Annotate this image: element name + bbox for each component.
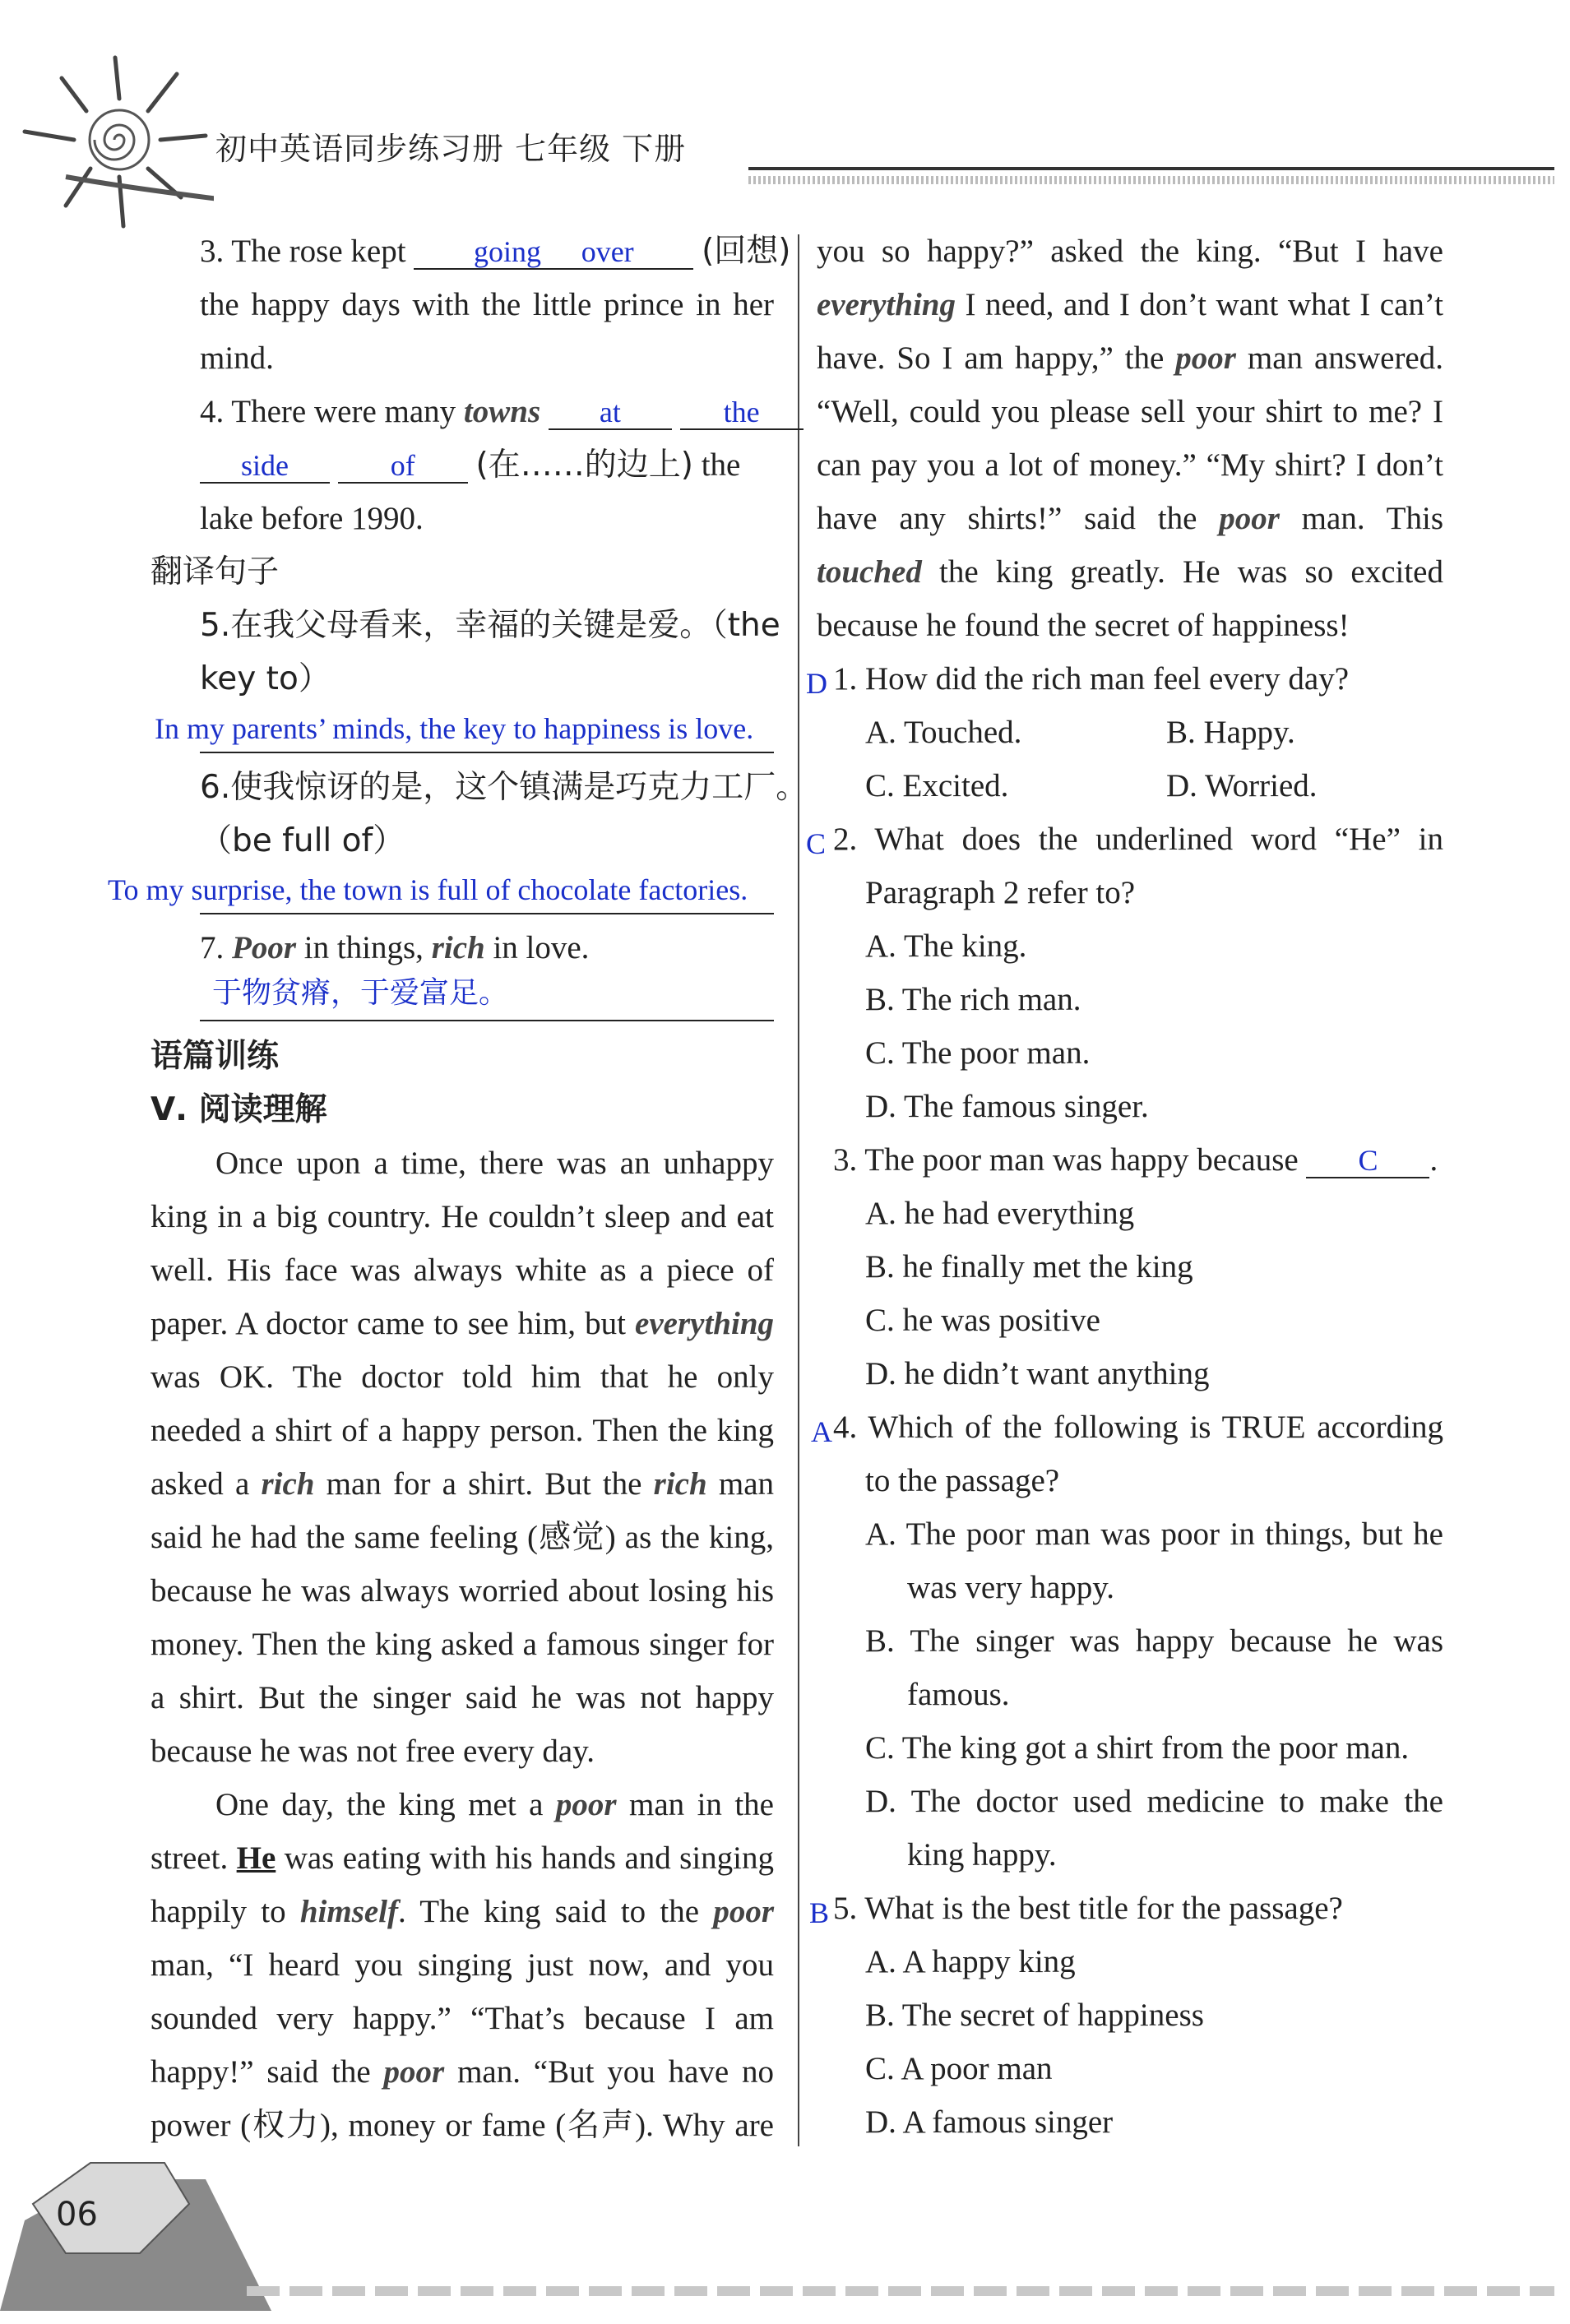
q6-answer-line	[200, 913, 774, 914]
passage-line: man, “I heard you singing just now, and you	[151, 1947, 774, 1983]
column-divider	[798, 234, 799, 2146]
option[interactable]: C. he was positive	[865, 1303, 1100, 1338]
footer-shape	[0, 2155, 296, 2324]
option-cont: was very happy.	[907, 1570, 1114, 1605]
passage-line: street. He was eating with his hands and singing	[151, 1840, 775, 1876]
passage-line: because he found the secret of happiness!	[817, 608, 1350, 643]
question-1: 1. How did the rich man feel every day?	[833, 661, 1350, 697]
answer-mark-q2: C	[806, 827, 827, 860]
header-rule-dotted	[748, 176, 1554, 184]
passage-line: was OK. The doctor told him that he only	[151, 1359, 774, 1395]
q5-prompt-2: key to）	[200, 660, 331, 697]
q3-continuation: the happy days with the little prince in her	[200, 287, 774, 322]
answer-mark-q5: B	[809, 1896, 830, 1929]
subsection-heading: Ⅴ. 阅读理解	[151, 1091, 327, 1128]
header-rule	[748, 167, 1554, 170]
q3-choice-blank[interactable]: C	[1306, 1144, 1429, 1178]
passage-line: everything I need, and I don’t want what I can’t	[817, 287, 1443, 322]
option[interactable]: B. he finally met the king	[865, 1249, 1193, 1285]
q7-prompt: 7. Poor in things, rich in love.	[200, 930, 590, 965]
answer-mark-q4: A	[811, 1415, 832, 1448]
passage-line: Once upon a time, there was an unhappy	[215, 1146, 774, 1181]
option[interactable]: D. The famous singer.	[865, 1089, 1149, 1124]
translate-heading: 翻译句子	[151, 553, 280, 590]
q4-blank-1[interactable]: at	[549, 396, 672, 430]
option-cont: famous.	[907, 1677, 1010, 1712]
q5-prompt: 5.在我父母看来，幸福的关键是爱。（the	[200, 607, 780, 644]
q6-prompt-2: （be full of）	[200, 822, 405, 859]
option[interactable]: C. A poor man	[865, 2051, 1053, 2086]
option[interactable]: A. The king.	[865, 928, 1027, 964]
option[interactable]: C. The king got a shirt from the poor man.	[865, 1730, 1410, 1766]
option[interactable]: D. A famous singer	[865, 2104, 1114, 2140]
answer-mark-q1: D	[806, 667, 827, 700]
passage-line: needed a shirt of a happy person. Then the king	[151, 1413, 774, 1448]
sun-swirl-logo	[16, 33, 214, 247]
option[interactable]: B. Happy.	[1166, 715, 1295, 750]
passage-line: have any shirts!” said the poor man. This	[817, 501, 1443, 536]
passage-line: sounded very happy.” “That’s because I am	[151, 2001, 774, 2036]
q3-continuation-2: mind.	[200, 340, 274, 376]
passage-line: well. His face was always white as a piece of	[151, 1252, 774, 1288]
q4-continuation: lake before 1990.	[200, 501, 424, 536]
q4-line: 4. There were many towns at the	[200, 393, 774, 431]
q7-answer: 于物贫瘠，于爱富足。	[212, 976, 509, 1010]
header-title: 初中英语同步练习册 七年级 下册	[215, 131, 687, 167]
option[interactable]: C. Excited.	[865, 768, 1009, 803]
question-5: 5. What is the best title for the passage?	[833, 1891, 1343, 1926]
option[interactable]: A. Touched.	[865, 715, 1022, 750]
passage-line: power (权力), money or fame (名声). Why are	[151, 2108, 774, 2143]
q7-answer-line	[200, 1020, 774, 1021]
option[interactable]: A. A happy king	[865, 1944, 1076, 1979]
passage-line: happily to himself. The king said to the poor	[151, 1894, 774, 1929]
footer-bar	[247, 2286, 1554, 2296]
option-cont: king happy.	[907, 1837, 1057, 1873]
option[interactable]: A. The poor man was poor in things, but he	[865, 1516, 1443, 1552]
q5-answer: In my parents’ minds, the key to happiness is love.	[155, 712, 754, 745]
question-4: 4. Which of the following is TRUE according	[833, 1410, 1444, 1445]
passage-line: happy!” said the poor man. “But you have no	[151, 2054, 775, 2090]
passage-line: you so happy?” asked the king. “But I have	[817, 234, 1443, 269]
question-2: 2. What does the underlined word “He” in	[833, 822, 1444, 857]
q3-line: 3. The rose kept going over (回想)	[200, 233, 791, 270]
q6-prompt: 6.使我惊讶的是，这个镇满是巧克力工厂。	[200, 769, 808, 806]
passage-line: a shirt. But the singer said he was not happy	[151, 1680, 774, 1715]
q4-blank-3[interactable]: side	[200, 449, 330, 484]
passage-line: because he was always worried about losing his	[151, 1573, 774, 1609]
passage-line: said he had the same feeling (感觉) as the king,	[151, 1520, 774, 1555]
q4-line-2: side of (在……的边上) the	[200, 447, 740, 484]
q4-blank-2[interactable]: the	[680, 396, 804, 430]
section-heading: 语篇训练	[151, 1038, 280, 1075]
option[interactable]: A. he had everything	[865, 1196, 1135, 1231]
q4-blank-4[interactable]: of	[338, 449, 468, 484]
passage-line: One day, the king met a poor man in the	[215, 1787, 774, 1822]
question-2-cont: Paragraph 2 refer to?	[865, 875, 1136, 910]
passage-line: have. So I am happy,” the poor man answered.	[817, 340, 1443, 376]
option[interactable]: C. The poor man.	[865, 1035, 1091, 1071]
underlined-he: He	[236, 1840, 276, 1876]
q3-answer-blank[interactable]: going over	[414, 235, 693, 270]
passage-line: because he was not free every day.	[151, 1734, 595, 1769]
q5-answer-line	[200, 752, 774, 753]
q6-answer: To my surprise, the town is full of chocolate factories.	[108, 873, 748, 906]
question-4-cont: to the passage?	[865, 1463, 1060, 1498]
passage-line: asked a rich man for a shirt. But the rich man	[151, 1466, 775, 1502]
question-3: 3. The poor man was happy because C .	[833, 1142, 1438, 1178]
passage-line: paper. A doctor came to see him, but everything	[151, 1306, 775, 1341]
passage-line: touched the king greatly. He was so excited	[817, 554, 1443, 590]
option[interactable]: D. he didn’t want anything	[865, 1356, 1210, 1391]
option[interactable]: B. The secret of happiness	[865, 1998, 1204, 2033]
passage-line: money. Then the king asked a famous singer for	[151, 1627, 774, 1662]
option[interactable]: D. Worried.	[1166, 768, 1318, 803]
option[interactable]: B. The singer was happy because he was	[865, 1623, 1443, 1659]
option[interactable]: D. The doctor used medicine to make the	[865, 1784, 1443, 1819]
page-number: 06	[56, 2196, 98, 2234]
option[interactable]: B. The rich man.	[865, 982, 1081, 1017]
passage-line: “Well, could you please sell your shirt to me? I	[817, 394, 1443, 429]
passage-line: king in a big country. He couldn’t sleep and eat	[151, 1199, 774, 1234]
passage-line: can pay you a lot of money.” “My shirt? I don’t	[817, 447, 1443, 483]
